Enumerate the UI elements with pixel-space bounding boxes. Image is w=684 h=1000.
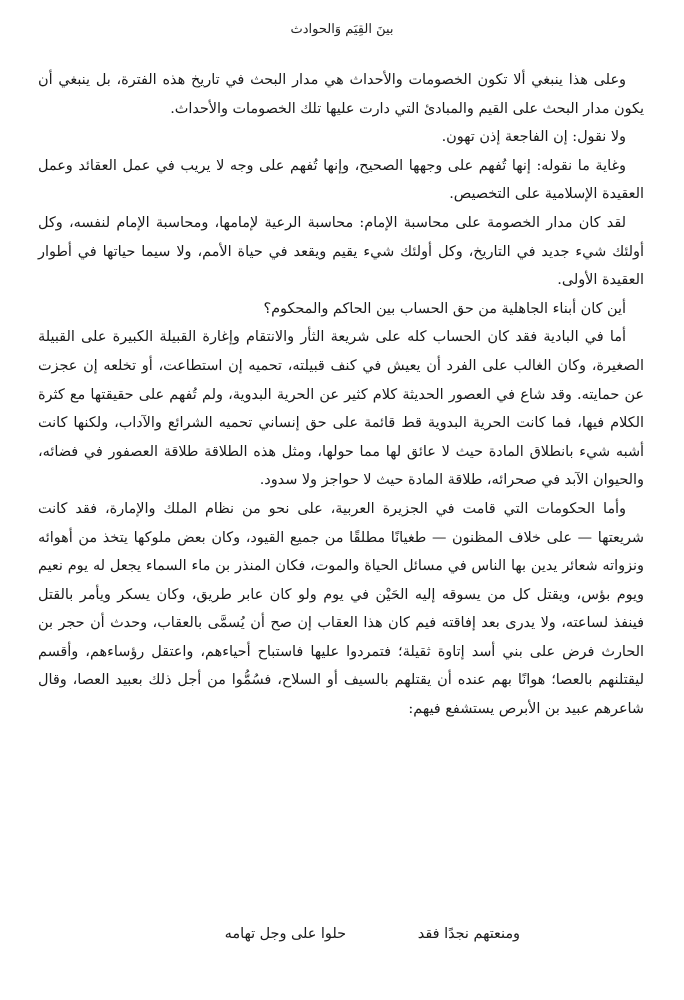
paragraph-3: وغاية ما نقوله: إنها تُفهم على وجهها الصحيح، وإنها تُفهم على وجه لا يريب في عمل العقائد وعمل العقيدة الإسلامية على التخصيص. <box>38 157 644 203</box>
paragraph-1: وعلى هذا ينبغي ألا تكون الخصومات والأحداث هي مدار البحث في تاريخ هذه الفترة، بل ينبغي أن يكون مدار البحث على القيم والمبادئ التي دارت عليها تلك الخصومات والأحداث. <box>38 72 644 117</box>
running-header: بينَ القِيَم وَالحوادث <box>290 22 394 37</box>
paragraph-7: وأما الحكومات التي قامت في الجزيرة العربية، على نحو من نظام الملك والإمارة، فقد كانت شريعتها — على خلاف المظنون — طغيانًا مطلقًا من جميع القيود، وكان بعض ملوكها يتخذ من أهوائه ونزواته شعائر يدين بها الناس في مسائل الحياة والموت، فكان المنذر بن ماء السماء يجعل له يوم نعيم ويوم بؤس، ويقتل كل من يسوقه إليه الحَيْن في يوم ولو كان عابر طريق، وكان يسكر ويأمر بالقتل فينفذ لساعته، ولا يدرى بعد إفاقته فيم كان هذا العقاب إن صح أن يُسمَّى بالعقاب، وحدث أن حجر بن الحارث فرض على بني أسد إتاوة ثقيلة؛ فتمردوا عليها فاستباح أحياءهم، واعتقل رؤساءهم، وأقسم ليقتلنهم بالعصا؛ هوانًا بهم عنده أن يقتلهم بالسيف أو السلاح، فسُمُّوا من أجل ذلك بعبيد العصا، وقال شاعرهم عبيد بن الأبرص يستشفع فيهم: <box>38 500 644 718</box>
verse-second-hemistich: حلوا على وجل تهامه <box>224 926 346 942</box>
paragraph-5: أين كان أبناء الجاهلية من حق الحساب بين الحاكم والمحكوم؟ <box>263 300 626 317</box>
verse-first-hemistich: ومنعتهم نجدًا فقد <box>417 926 520 942</box>
body-text <box>38 66 644 724</box>
paragraph-2: ولا نقول: إن الفاجعة إذن تهون. <box>441 129 626 146</box>
paragraph-6: أما في البادية فقد كان الحساب كله على شريعة الثأر والانتقام وإغارة القبيلة الكبيرة على القبيلة الصغيرة، وكان الغالب على الفرد أن يعيش في كنف قبيلته، تحميه إن استطاعت، أو تخلعه إن عجزت عن حمايته. وقد شاع في العصور الحديثة كلام كثير عن الحرية البدوية، ولم تُفهم على حقيقتها مع كثرة الكلام فيها، فما كانت الحرية البدوية قط قائمة على حق إنساني تحميه الشرائع والآداب، ولكنها كانت أشبه شيء بانطلاق المادة حيث لا عائق لها مما حولها، ومثل هذه الطلاقة طلاقة العصفور في فضائه، والحيوان الآبد في صحرائه، طلاقة المادة حيث لا حواجز ولا سدود. <box>38 329 644 489</box>
paragraph-4: لقد كان مدار الخصومة على محاسبة الإمام: محاسبة الرعية لإمامها، ومحاسبة الإمام لنفسه، وكل أولئك شيء جديد في التاريخ، وكل أولئك شيء يقيم ويقعد في حياة الأمم، ولا سيما حياتها في أطوار العقيدة الأولى. <box>38 214 644 289</box>
